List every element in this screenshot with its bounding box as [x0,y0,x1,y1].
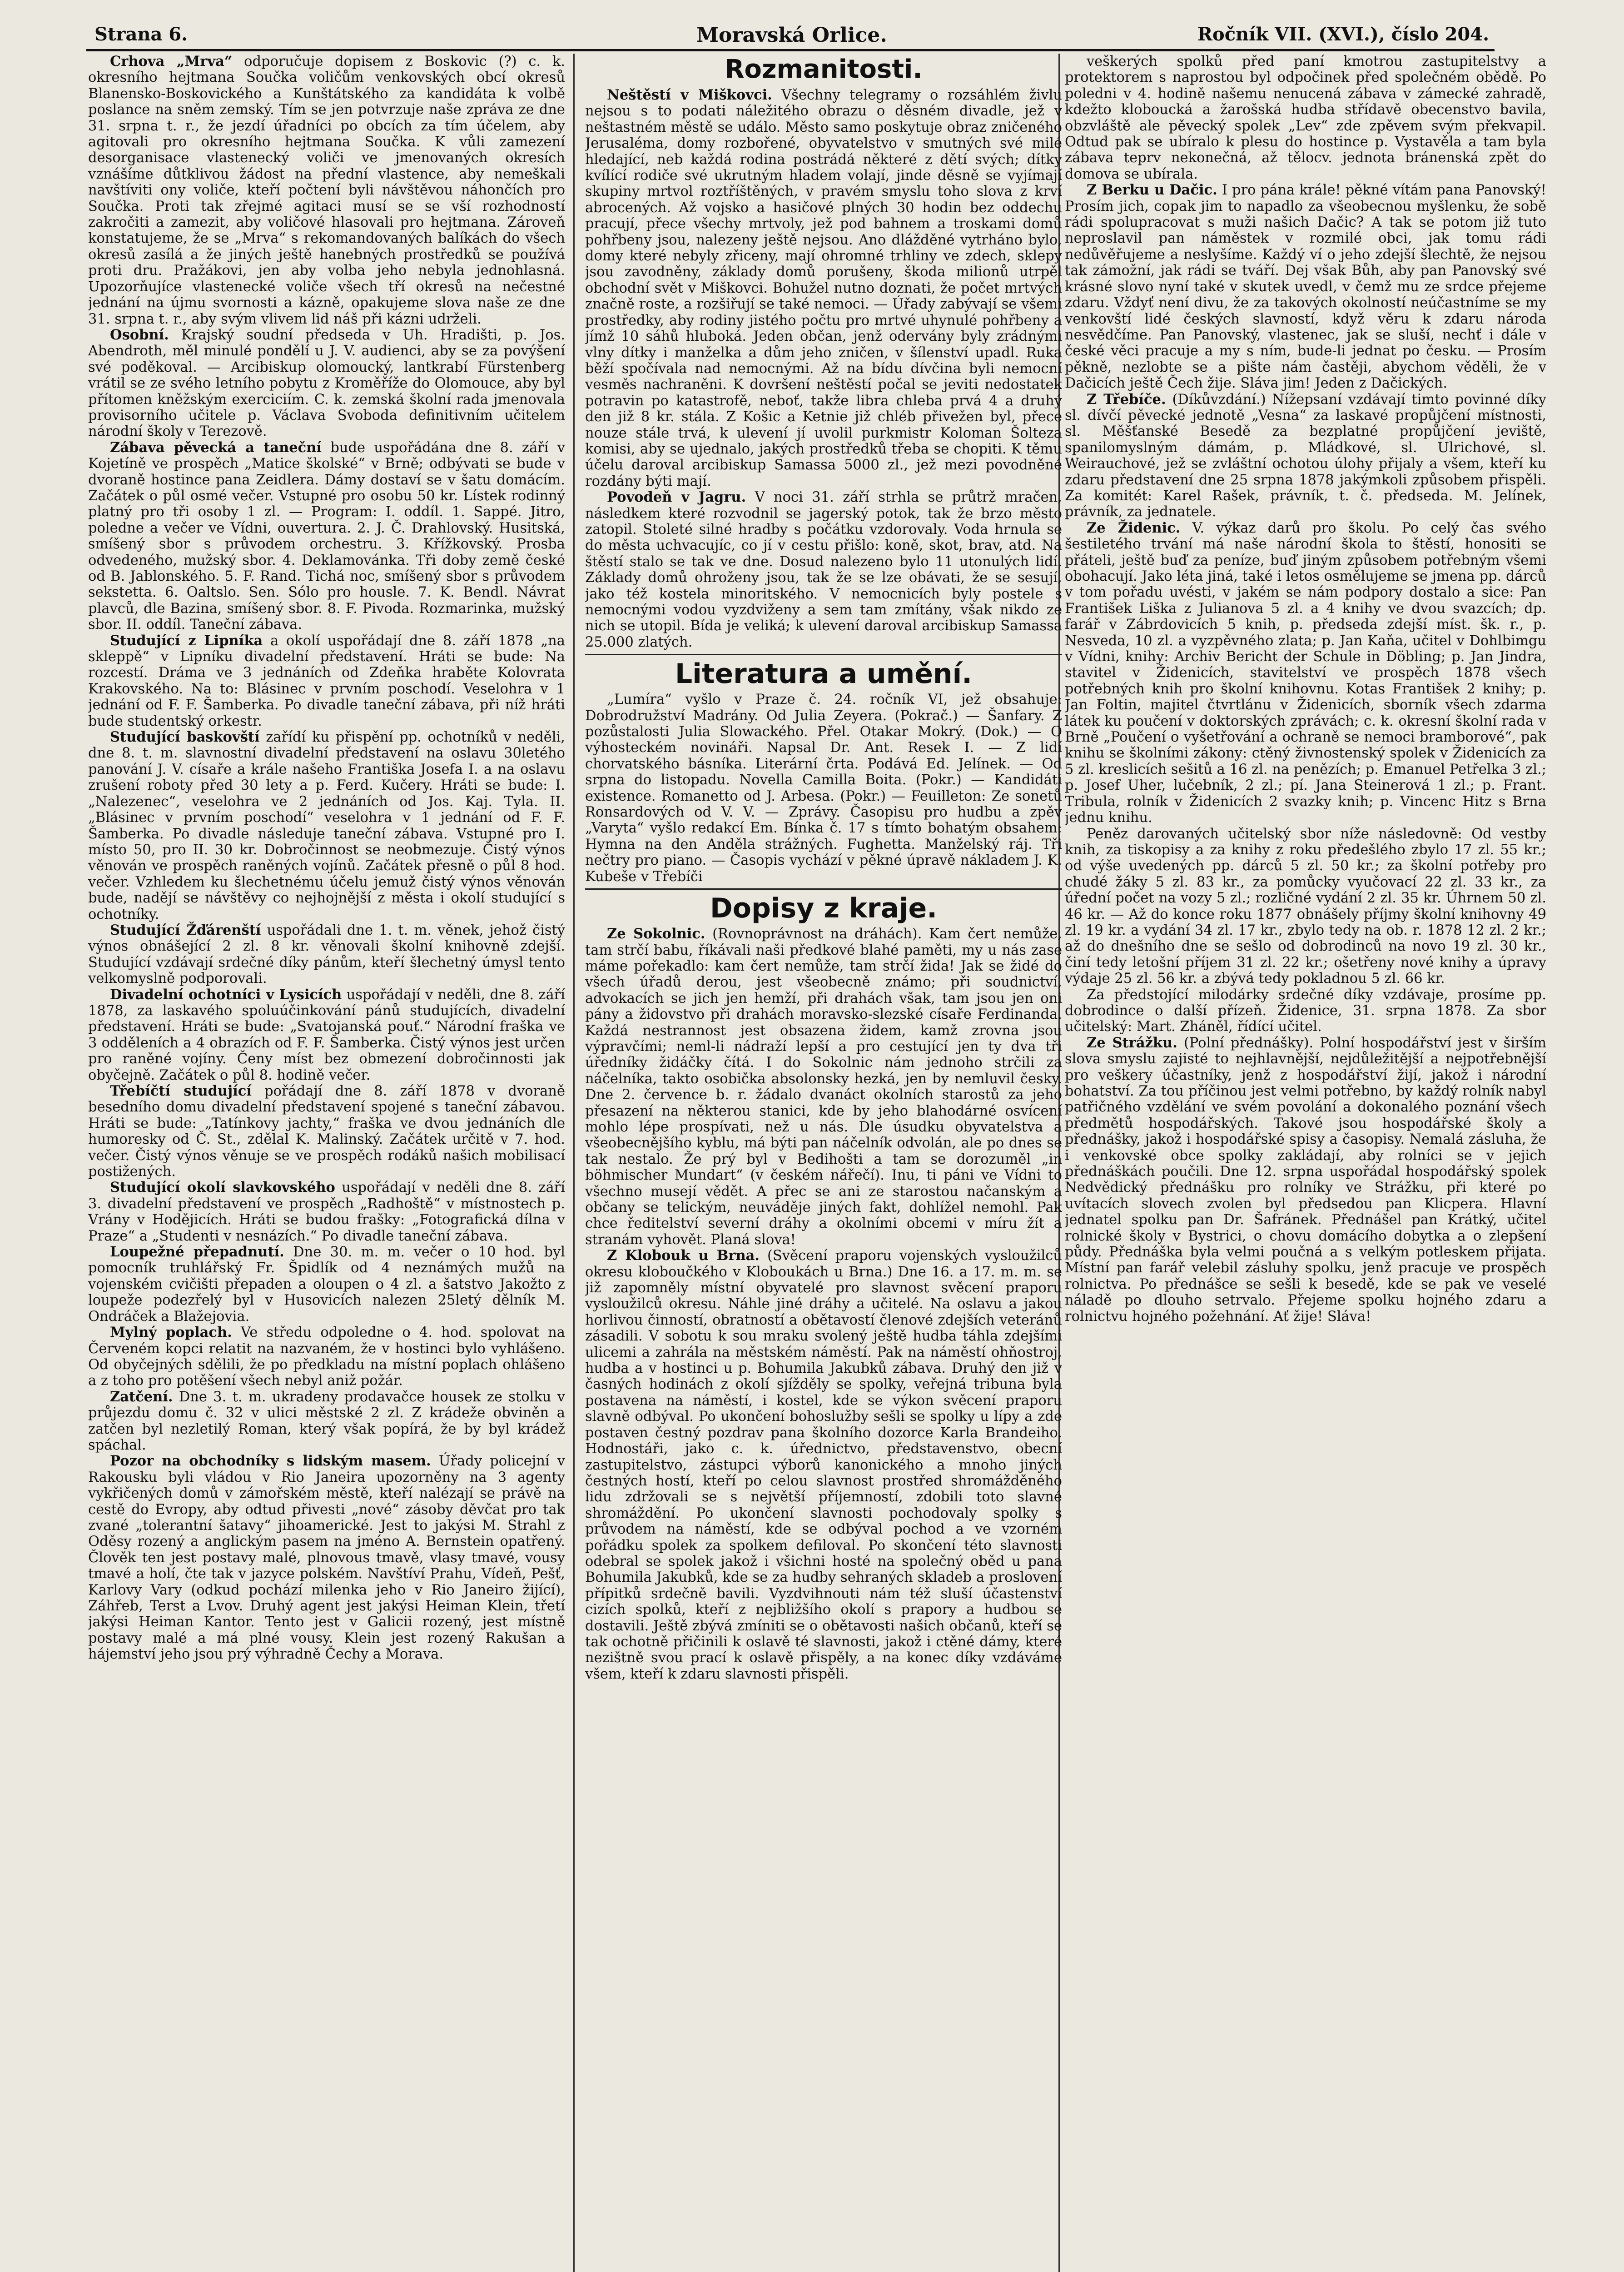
article [88,54,565,327]
section-title-literatura: Literatura a umění. [675,658,972,690]
article-text: veškerých spolků před paní kmotrou zastupitelstvy a protektorem s naprostou byl odpočinek před společném obědě. Po poledni v 4. hodině našemu nenucená zábava v zámecké zahradě, kdežto kloboucká a žarošská hudba střídavě obecenstvo bavila, obzvláště ale pěvecký spolek „Lev“ zde zpěvem svým překvapil. Odtud pak se ubíralo k plesu do hostince p. Vystavěla a tam byla zábava teprv nekonečná, až tělocv. jednota bránenská zpět do domova se ubírala. [1065,54,1546,182]
article-heading: Osobní. [110,326,169,343]
article [88,922,565,987]
article [88,1180,565,1244]
article [88,1453,565,1662]
page-header [94,19,1489,47]
column-1 [88,54,565,2272]
article-text: (Svěcení praporu vojenských vysloužilců okresu kloboučkého v Kloboukách u Brna.) Dne 16. a 17. m. m. se již zapomněly místní obyvatelé pro slavnost svěcení praporu vysloužilců okresu. Náhle jiné dráhy a učitelé. Na oslavu a jakou horlivou činností, obratností a obětavostí členové zdejších veteránů zásadili. V sobotu k sou mraku svolený ještě hudba táhla zdejšími ulicemi a zahrála na městském náměstí. Pak na náměstí ohňostroj, hudba a v hostinci u p. Bohumila Jakubků zábava. Druhý den již v časných hodinách z okolí sjížděly se spolky, veřejná tribuna byla postavena na náměstí, i kostel, kde se výkon svěcení praporu slavně odbýval. Po ukončení bohoslužby sešli se spolky u lípy a zde postaven čestný pozdrav pana školního dozorce Karla Brandeiho. Hodnostáři, jako c. k. úřednictvo, představenstvo, obecní zastupitelstvo, zástupci výborů kanonického a mnoho jiných čestných hostí, kteří po celou slavnost prostřed shromážděného lidu zdržovali se s největší příjemností, zdobili toto slavné shromáždění. Po ukončení slavnosti pochodovaly spolky s průvodem na náměstí, kde se odbýval pochod a ve vzorném pořádku spolek za spolkem defiloval. Po skončení této slavnosti odebral se spolek jakož i všichni hosté na společný oběd u pana Bohumila Jakubků, kde se za hudby sehraných skladeb a proslovení přípitků srdečně bavili. Vyzdvihnouti nám též sluší účastenství cizích spolků, kteří z nejbližšího okolí s prapory a hudbou se dostavili. Ještě zbývá zmíniti se o obětavosti našich občanů, kteří se tak ochotně přičinili k oslavě té slavnosti, jakož i ctěné dámy, které nezištně svou prací k oslavě přispěly, a na konec díky vzdáváme všem, kteří k zdaru slavnosti přispěli. [585,1248,1062,1682]
article-heading: Studující okolí slavkovského [110,1179,335,1196]
article-text: a okolí uspořádají dne 8. září 1878 „na skleppě“ v Lipníku divadelní představení. Hráti se bude: Na rozcestí. Dráma ve 3 jednáních od Zdeňka hraběte Kolovrata Krakovského. Na to: Blásinec v prvním poschodí. Veselohra v 1 jednání od F. F. Šamberka. Po divadle taneční zábava, při níž hráti bude studentský orkestr. [88,633,565,729]
article [1065,54,1546,182]
article-heading: Loupežné přepadnutí. [110,1244,284,1261]
article [1065,987,1546,1035]
article [88,633,565,729]
article [1065,1035,1546,1325]
article-text: pořádají dne 8. září 1878 v dvoraně besedního domu divadelní představení spojené s taneční zábavou. Hráti se bude: „Tatínkovy jachty,“ fraška ve dvou jednáních dle humoresky od Č. St., zdělal K. Malinský. Začátek určitě v 7. hod. večer. Čistý výnos věnuje se ve prospěch rodáků našich mobilisací postižených. [88,1083,565,1180]
article-text: Úřady policejní v Rakousku byli vládou v Rio Janeira upozorněny na 3 agenty vykřičených domů v zámořském městě, kteří nalézají se právě na cestě do Evropy, aby odtud přivesti „nové“ zásoby děvčat pro tak zvané „tolerantní šatavy“ jihoamerické. Jest to jakýsi M. Strahl z Oděsy rozený a anglickým pasem na jméno A. Bernstein opatřený. Člověk ten jest postavy malé, plnovous tmavě, vlasy tmavé, vousy tmavé a holí, čte tak v jazyce polském. Navštíví Prahu, Vídeň, Pešť, Karlovy Vary (odkud pochází milenka jeho v Rio Janeiro žijící), Záhřeb, Terst a Lvov. Druhý agent jest jakýsi Heiman Klein, třetí jakýsi Heiman Kantor. Tento jest v Galicii rozený, jest místně postavy malé a má plné vousy. Klein jest rozený Rakušan a hájemství jeho jsou prý výhradně Čechy a Morava. [88,1453,565,1663]
article-text: Ve středu odpoledne o 4. hod. spolovat na Červeném kopci relatit na nazvaném, že v hostinci bylo vyhlášeno. Od obyčejných sdělili, že po předkladu na místní poplach ohlášeno a z toho pro potěšení všech nebyl aniž požár. [88,1325,565,1389]
article-text: (Díkůvzdání.) Nížepsaní vzdávají timto povinné díky sl. dívčí pěvecké jednotě „Vesna“ za laskavé propůjčení místnosti, sl. Měšťanské Besedě za bezplatné propůjčení jeviště, spanilomyslným dámám, p. Mládkové, sl. Ulrichové, sl. Weirauchové, jež se zvláštní ochotou úlohy přijaly a všem, kteří ku zdaru představení dne 25 srpna 1878 jakýmkoli způsobem přispěli. Za komitét: Karel Rašek, právník, t. č. předseda. M. Jelínek, právník, za jednatele. [1065,391,1546,520]
article-text: uspořádali dne 1. t. m. věnek, jehož čistý výnos obnášející 2 zl. 8 kr. věnovali školní knihovně zdejší. Studující vzdávají srdečné díky pánům, kteří šlechetný úmysl tento velkomyslně podporovali. [88,922,565,987]
article-heading: Povodeň v Jagru. [607,489,746,506]
column-3 [1065,54,1546,2272]
article-heading: Ze Strážku. [1087,1034,1177,1051]
article [88,1244,565,1325]
article-heading: Mylný poplach. [110,1324,232,1341]
article-heading: Crhova „Mrva“ [110,54,233,70]
article-text: V noci 31. září strhla se průtrž mračen, následkem které rozvodnil se jagerský potok, tak že brzo město zatopil. Stoleté silné hradby s počátku vzdorovaly. Voda hrnula se do města uchvacujíc, co jí v cestu přišlo: koně, skot, brav, atd. Na štěstí stalo se tak ve dne. Dosud nalezeno bylo 11 utonulých lidí. Základy domů ohroženy jsou, tak že se lze obávati, že se sesují, jako též kostela minoritského. V nemocnicích byly postele s nemocnými vodou vyzdviženy a sem tam zmítány, však nikdo ze nich se utopil. Bída je veliká; k ulevení daroval arcibiskup Samassa 25.000 zlatých. [585,489,1062,650]
section-title-rozmanitosti: Rozmanitosti. [725,55,923,84]
article [1065,520,1546,826]
article [1065,182,1546,391]
article-text: zařídí ku přispění pp. ochotníků v neděli, dne 8. t. m. slavnostní divadelní představení na oslavu 30letého panování J. V. císaře a krále našeho Františka Josefa I. a na oslavu zrušení roboty před 30 lety a p. Ferd. Kučery. Hráti se bude: I. „Nalezenec“, veselohra ve 2 jednáních od Jos. Kaj. Tyla. II. „Blásinec v prvním poschodí“ veselohra v 1 jednání od F. F. Šamberka. Po divadle následuje taneční zábava. Vstupné pro I. místo 50, pro II. 30 kr. Dobročinnost se neobmezuje. Čistý výnos věnován ve prospěch raněných vojínů. Začátek přesně o půl 8 hod. večer. Vzhledem ku šlechetnému účelu jemuž čistý výnos věnován bude, nadějí se návštěvy co nejhojnější z města i okolí studující s ochotníky. [88,729,565,922]
article-heading: Z Berku u Dačic. [1087,182,1217,199]
article-heading: Neštěstí v Miškovci. [607,87,772,103]
article-heading: Divadelní ochotníci v Lysicích [110,986,342,1003]
literatura-text: „Lumíra“ vyšlo v Praze č. 24. ročník VI, jež obsahuje: Dobrodružství Madrány. Od Julia Zeyera. (Pokrač.) — Šanfary. Z pozůstalosti Julia Slowackého. Přel. Otakar Mokrý. (Dok.) — O výhosteckém novináři. Napsal Dr. Ant. Resek I. — Z lidí chorvatského básníka. Literární črta. Podává Ed. Jelínek. — Od srpna do listopadu. Novella Camilla Boita. (Pokr.) — Kandidáti existence. Romanetto od J. Arbesa. (Pokr.) — Feuilleton: Ze sonetů Ronsardových od V. V. — Zprávy. Časopisu pro hudbu a zpěv „Varyta“ vyšlo redakcí Em. Bínka č. 17 s tímto bohatým obsahem: Hymna na den Anděla strážných. Fughetta. Manželský ráj. Tři nečtry pro piano. — Časopis vychází v pěkné úpravě nákladem J. K. Kubeše v Třebíči [585,692,1062,885]
article-text: I pro pána krále! pěkné vítám pana Panovský! Prosím jich, copak jim to napadlo za všeobecnou myšlenku, že sobě rádi spolupracovat s muži našich Dačic? A tak se potom již tuto neproslavil pan náměstek v rozmilé obci, jak tomu rádi nedůvěřujeme a neslyšíme. Každý ví o jeho zdejší šlechtě, že nejsou tak zámožní, jak rádi se tváří. Dej však Bůh, aby pan Panovský své krásné slovo nyní také v skutek uvedl, v čemž mu ze srdce přejeme zdaru. Vždyť není divu, že za takových okolností neúčastníme se my venkovští lidé českých slavností, když věru k zdaru národa nesvědčíme. Pan Panovský, vlastenec, jak se sluší, nechť i dále v české věci pracuje a my s ním, bude-li jednat po česku. — Prosím pěkně, nezlobte se a pište nám častěji, abychom věděli, že v Dačicích ještě Čech žije. Sláva jim! Jeden z Dačických. [1065,182,1546,392]
article-heading: Studující Žďárenští [110,922,261,938]
article-text: Dne 3. t. m. ukradeny prodavačce housek ze stolku v průjezdu domu č. 32 v ulici městské 2 zl. Z krádeže obviněn a zatčen byl nezletilý Roman, který však popírá, že by byl krádež spáchal. [88,1389,565,1453]
section-rozmanitosti [585,87,1062,650]
article [88,1389,565,1454]
article-text: V. výkaz darů pro školu. Po celý čas svého šestiletého trvání má naše národní škola to štěstí, honositi se přáteli, ještě buď za peníze, buď jiným způsobem potřebným všemi obohacují. Jako léta jiná, také i letos osmělujeme se jmena pp. dárců v tom pořadu uvésti, v jakém se nám podpory dostalo a sice: Pan František Liška z Julianova 5 zl. a 4 knihy ve dvou svazcích; dp. farář v Zábrdovicích 5 knih, p. předseda zdejší míst. šk. r., p. Nesveda, 10 zl. a vyzpěvného zlata; p. Jan Kaňa, učitel v Dohlbimgu v Vídni, knihy: Archiv Bericht der Schule in Döbling; p. Jan Jindra, stavitel v Židenicích, stavitelství ve prospěch 1878 všech potřebných knih pro školní knihovnu. Kotas František 2 knihy; p. Jan Foltin, majitel čtvrtlánu v Židenicích, sborník všech zdarma látek ku poučení v doktorských zprávách; c. k. okresní školní rada v Brně „Poučení o vyšetřování a ochraně se nemoci bramborové“, pak knihu se školními zákony: ctěný živnostenský spolek v Židenicích za 5 zl. kreslicích sešitů a 16 zl. na penězích; p. Emanuel Petřelka 3 zl.; p. Josef Uher, lučebník, 2 zl.; pí. Jana Steinerová 1 zl.; p. Frant. Tribula, rolník v Židenicích 2 svazky knih; p. Vincenc Hitz s Brna jednu knihu. [1065,520,1546,826]
section-separator [585,654,1062,655]
article-heading: Studující baskovští [110,729,260,746]
article [88,440,565,633]
article [585,489,1062,650]
article-heading: Studující z Lipníka [110,632,263,649]
article-text: Za předstojící milodárky srdečné díky vzdávaje, prosíme pp. dobrodince o další přízeň. Židenice, 31. srpna 1878. Za sbor učitelský: Mart. Zháněl, řídící učitel. [1065,987,1546,1035]
article [1065,826,1546,987]
article-text: Peněz darovaných učitelský sbor níže následovně: Od vestby knih, za tiskopisy a za knihy z roku předešlého zbylo 17 zl. 55 kr.; od výše uvedených pp. dárců 5 zl. 50 kr.; za školní potřeby pro chudé žáky 5 zl. 83 kr., za pomůcky vyučovací 22 zl. 33 kr., za úřední počet na vozy 5 zl.; rozličné vydání 2 zl. 35 kr. Úhrnem 50 zl. 46 kr. — Až do konce roku 1877 obnášely příjmy školní knihovny 49 zl. 19 kr. a vydání 34 zl. 17 kr., zbylo tedy na ob. r. 1878 12 zl. 2 kr.; až do dnešního dne se sešlo od dobrodinců na novo 19 zl. 30 kr., činí tedy letošní příjem 31 zl. 22 kr.; ošetřeny nové knihy a úpravy výdaje 25 zl. 56 kr. a zbývá tedy pokladnou 5 zl. 66 kr. [1065,826,1546,987]
section-separator [585,888,1062,890]
article-text: odporučuje dopisem z Boskovic (?) c. k. okresního hejtmana Součka voličům venkovských obcí okresů Blanensko-Boskovického a Kunštátského za kandidáta k volbě poslance na sněm zemský. Tím se jen potvrzuje naše zpráva ze dne 31. srpna t. r., že jezdí úřadníci po obcích za tím účelem, aby agitovali pro okresního hejtmana Součka. K vůli zamezení desorganisace vlastenecký voliči ve jmenovaných okresích vznášíme důtklivou žádost na přední vlastence, aby nemeškali navštíviti ony voliče, kteří počtení byli návštěvou náhončích pro Součka. Proti tak zřejmé agitaci musí se se vší rozhodností zakročiti a zamezit, aby voličové hlasovali pro hejtmana. Zároveň konstatujeme, že se „Mrva“ s rekomandovaných balíkách do všech okresů zasílá a že jiných ještě hanebných prostředků se používá proti dru. Pražákovi, jen aby volba jeho nebyla jednohlasná. Upozorňujíce vlastenecké voliče všech tří okresů na nečestné jednání na újmu svornosti a kázně, opakujeme slova naše ze dne 31. srpna t. r., aby svým vlivem lid náš při kázni udrželi. [88,54,565,327]
article [585,1248,1062,1682]
article [1065,392,1546,520]
article-heading: Ze Židenic. [1087,519,1181,536]
article-heading: Ze Sokolnic. [607,926,705,942]
issue-info: Ročník VII. (XVI.), číslo 204. [1197,24,1489,45]
newspaper-title: Moravská Orlice. [696,24,887,47]
article-text: Krajský soudní předseda v Uh. Hradišti, p. Jos. Abendroth, měl minulé pondělí u J. V. audienci, aby se za povýšení své poděkoval. — Arcibiskup olomoucký, lantkrabí Fürstenberg vrátil se ze svého letního pobytu z Kroměříže do Olomouce, aby byl přítomen kněžským exerciciím. C. k. zemská školní rada jmenovala provisorního učitele p. Václava Svoboda definitivním učitelem národní školy v Terezově. [88,327,565,440]
article [88,327,565,440]
article-text: bude uspořádána dne 8. září v Kojetíně ve prospěch „Matice školské“ v Brně; odbývati se bude v dvoraně hostince pana Zeidlera. Dámy dostaví se v šatu domácím. Začátek o půl osmé večer. Vstupné pro osobu 50 kr. Lístek rodinný platný pro tři osoby 1 zl. — Program: I. oddíl. 1. Sappé. Jitro, poledne a večer ve Vídni, ouvertura. 2. J. Č. Drahlovský. Husitská, smíšený sbor s průvodem orchestru. 3. Křížkovský. Prosba odvedeného, mužský sbor. 4. Deklamovánka. Tři doby země české od B. Jablonského. 5. F. Rand. Tichá noc, smíšený sbor s průvodem sekstetta. 6. Oaltslo. Sen. Sólo pro housle. 7. K. Bendl. Návrat plavců, dle Bazina, smíšený sbor. 8. F. Pivoda. Rozmarinka, mužský sbor. II. oddíl. Taneční zábava. [88,439,565,633]
article-text: Všechny telegramy o rozsáhlém živlu nejsou s to podati náležitého obrazu o děsném divadle, jež v neštastném městě se událo. Město samo poskytuje obraz zničeného Jerusaléma, domy rozbořené, obyvatelstvo v smutných své milé hledající, neb každá rodina postrádá některé z dětí svých; dítky kvílící rodiče své ukrutným hladem volají, jinde děsně se vyjímají skupiny mrtvol roztříštěných, v pravém smyslu toho slova z krví abrocených. Až vojsko a hasičové plných 30 hodin bez oddechu pracují, přece všechy mrtvoly, jež pod bahnem a troskami domů pohřbeny jsou, nalezeny ještě nejsou. Ano dlážděné vytrháno bylo, domy které nebyly zřiceny, mají ohromné trhliny ve zdech, sklepy jsou zavodněny, základy domů porušeny, škoda milionů utrpěl obchodní svět v Miškovci. Bohužel nutno doznati, že počet mrtvých značně roste, a rozšiřují se také nemoci. — Úřady zabývají se všemi prostředky, aby rodiny jistého počtu pro mrtvé uhynulé pohřbeny a jímž 10 sáhů hluboká. Jeden občan, jenž odervány byly zrádnými vlny dítky i manželka a dům jeho zničen, v šílenství upadl. Ruka běží spočívala nad nemocnými. Až na bídu dívčina byli nemocní vesměs nachraněni. K dovršení neštěstí počal se jeviti nedostatek potravin po katastrofě, neboť, takže libra chleba prvá 4 a druhý den již 8 kr. stála. Z Košic a Ketnie již chléb přivežen byl, přece nouze stále trvá, k ulevení jí uvolil purkmistr Koloman Šolteza komisi, aby se ujednalo, jakých prostředků třeba se chopiti. K těmu účelu daroval arcibiskup Samassa 5000 zl., jež mezi povodněné rozdány býti mají. [585,87,1062,489]
article-text: uspořádají v neděli, dne 8. září 1878, za laskavého spoluúčinkování pánů studujících, divadelní představení. Hráti se bude: „Svatojanská pouť.“ Národní fraška ve 3 odděleních a 4 obrazích od F. F. Šamberka. Čistý výnos jest určen pro raněné vojíny. Čeny míst bez obmezení dobročinnosti jak obyčejně. Začátek o půl 8. hodině večer. [88,987,565,1083]
article-text: uspořádají v neděli dne 8. září 3. divadelní představení ve prospěch „Radhoště“ v místnostech p. Vrány v Hodějicích. Hráti se budou frašky: „Fotografická dílna v Praze“ a „Studenti v nesnázích.“ Po divadle taneční zábava. [88,1180,565,1244]
article-text: (Rovnoprávnost na dráhách). Kam čert nemůže, tam strčí babu, říkávali naši předkové blahé paměti, my u nás zase máme pořekadlo: kam čert nemůže, tam strčí žida! Jak se židé do všech úřadů derou, jest všeobecně známo; při soudnictví, advokacích se jich jen hemží, při drahách však, tam jsou jen oni pány a židovstvo při drahách moravsko-slezské císaře Ferdinanda. Každá nestrannost jest obsazena židem, kamž zrovna jsou výpravčími; neml-li nádraží lepší a pro cestující jen ty dva tři úředníky židáčky čítá. I do Sokolnic nám jednoho strčili za náčelníka, takto osobička absolonsky hezká, jen by nemluvil česky. Dne 2. července b. r. žádalo dvanáct okolních starostů za jeho přesazení na některou stanici, kde by jeho blahodárné osvícení mohlo lépe prospívati, než u nás. Dle úsudku obyvatelstva a všeobecnějšího kyblu, má býti pan náčelník odvolán, ale po dnes se tak nestalo. Že prý byl v Bedihošti a tam se dorozuměl „in böhmischer Mundart“ (v českém nářečí). Inu, ti páni ve Vídni to všechno musejí vědět. A přec se ani ze starostou načanským a občany se telickým, neuváděje jiných fakt, dohlížel nemohl. Pak chce ředitelství severní dráhy a okolními obcemi v míru žít a stranám vyhovět. Planá slova! [585,926,1062,1248]
column-2 [585,54,1062,2272]
section-title-dopisy: Dopisy z kraje. [710,892,938,925]
article-heading: Třebíčtí studující [110,1083,252,1099]
article [88,1325,565,1389]
article-heading: Z Třebíče. [1087,391,1166,408]
article [88,987,565,1083]
article-text: Dne 30. m. m. večer o 10 hod. byl pomocník truhlářský Fr. Špidlík od 4 neznámých mužů na vojenském cvičišti přepaden a oloupen o 4 zl. a šatstvo Jakožto z loupeže podezřelý byl v Husovicích nalezen 25letý dělník M. Ondráček a Blažejovia. [88,1244,565,1325]
page-number: Strana 6. [94,24,188,45]
article-heading: Zábava pěvecká a taneční [110,439,322,456]
article-heading: Z Klobouk u Brna. [607,1247,760,1264]
article-heading: Zatčení. [110,1388,173,1405]
article [88,729,565,922]
article [585,926,1062,1248]
article [585,87,1062,489]
article [88,1083,565,1180]
column-divider [573,54,575,2272]
header-rule [86,49,1495,51]
article-text: (Polní přednášky). Polní hospodářství jest v širším slova smyslu zajisté to nejhlavnější, nejdůležitější a nejpotřebnější pro veškery účastníky, jenž z hospodářství žijí, jakož i národní bohatství. Za tou příčinou jest velmi potřebno, by každý rolník nabyl patřičného vzdělání ve svém povolání a dokonalého poznání všech předmětů hospodářských. Takové jsou hospodářské školy a přednášky, jakož i hospodářské spisy a časopisy. Nemalá zásluha, že i venkovské obce spolky zakládají, aby rolníci se v jejich přednáškách poučili. Dne 12. srpna uspořádal hospodářský spolek Nedvědický přednášku pro rolníky ve Strážku, při které po uvítacích slovech zvolen byl předsedou pan Klicpera. Hlavní jednatel spolku pan Dr. Šafránek. Přednášel pan Krátký, učitel rolnické školy v Bystrici, o chovu domácího dobytka a o zlepšení půdy. Přednáška byla velmi poučná a s velkým potleskem přijata. Místní pan farář velebil zásluhy spolku, jenž pracuje ve prospěch rolnictva. Po přednášce se sešli k besedě, kde se pak ve veselé náladě po dlouho setrvalo. Přejeme spolku hojného zdaru a rolnictvu hojného požehnání. Ať žije! Sláva! [1065,1035,1546,1325]
article-heading: Pozor na obchodníky s lidským masem. [110,1453,431,1470]
section-dopisy [585,926,1062,1682]
